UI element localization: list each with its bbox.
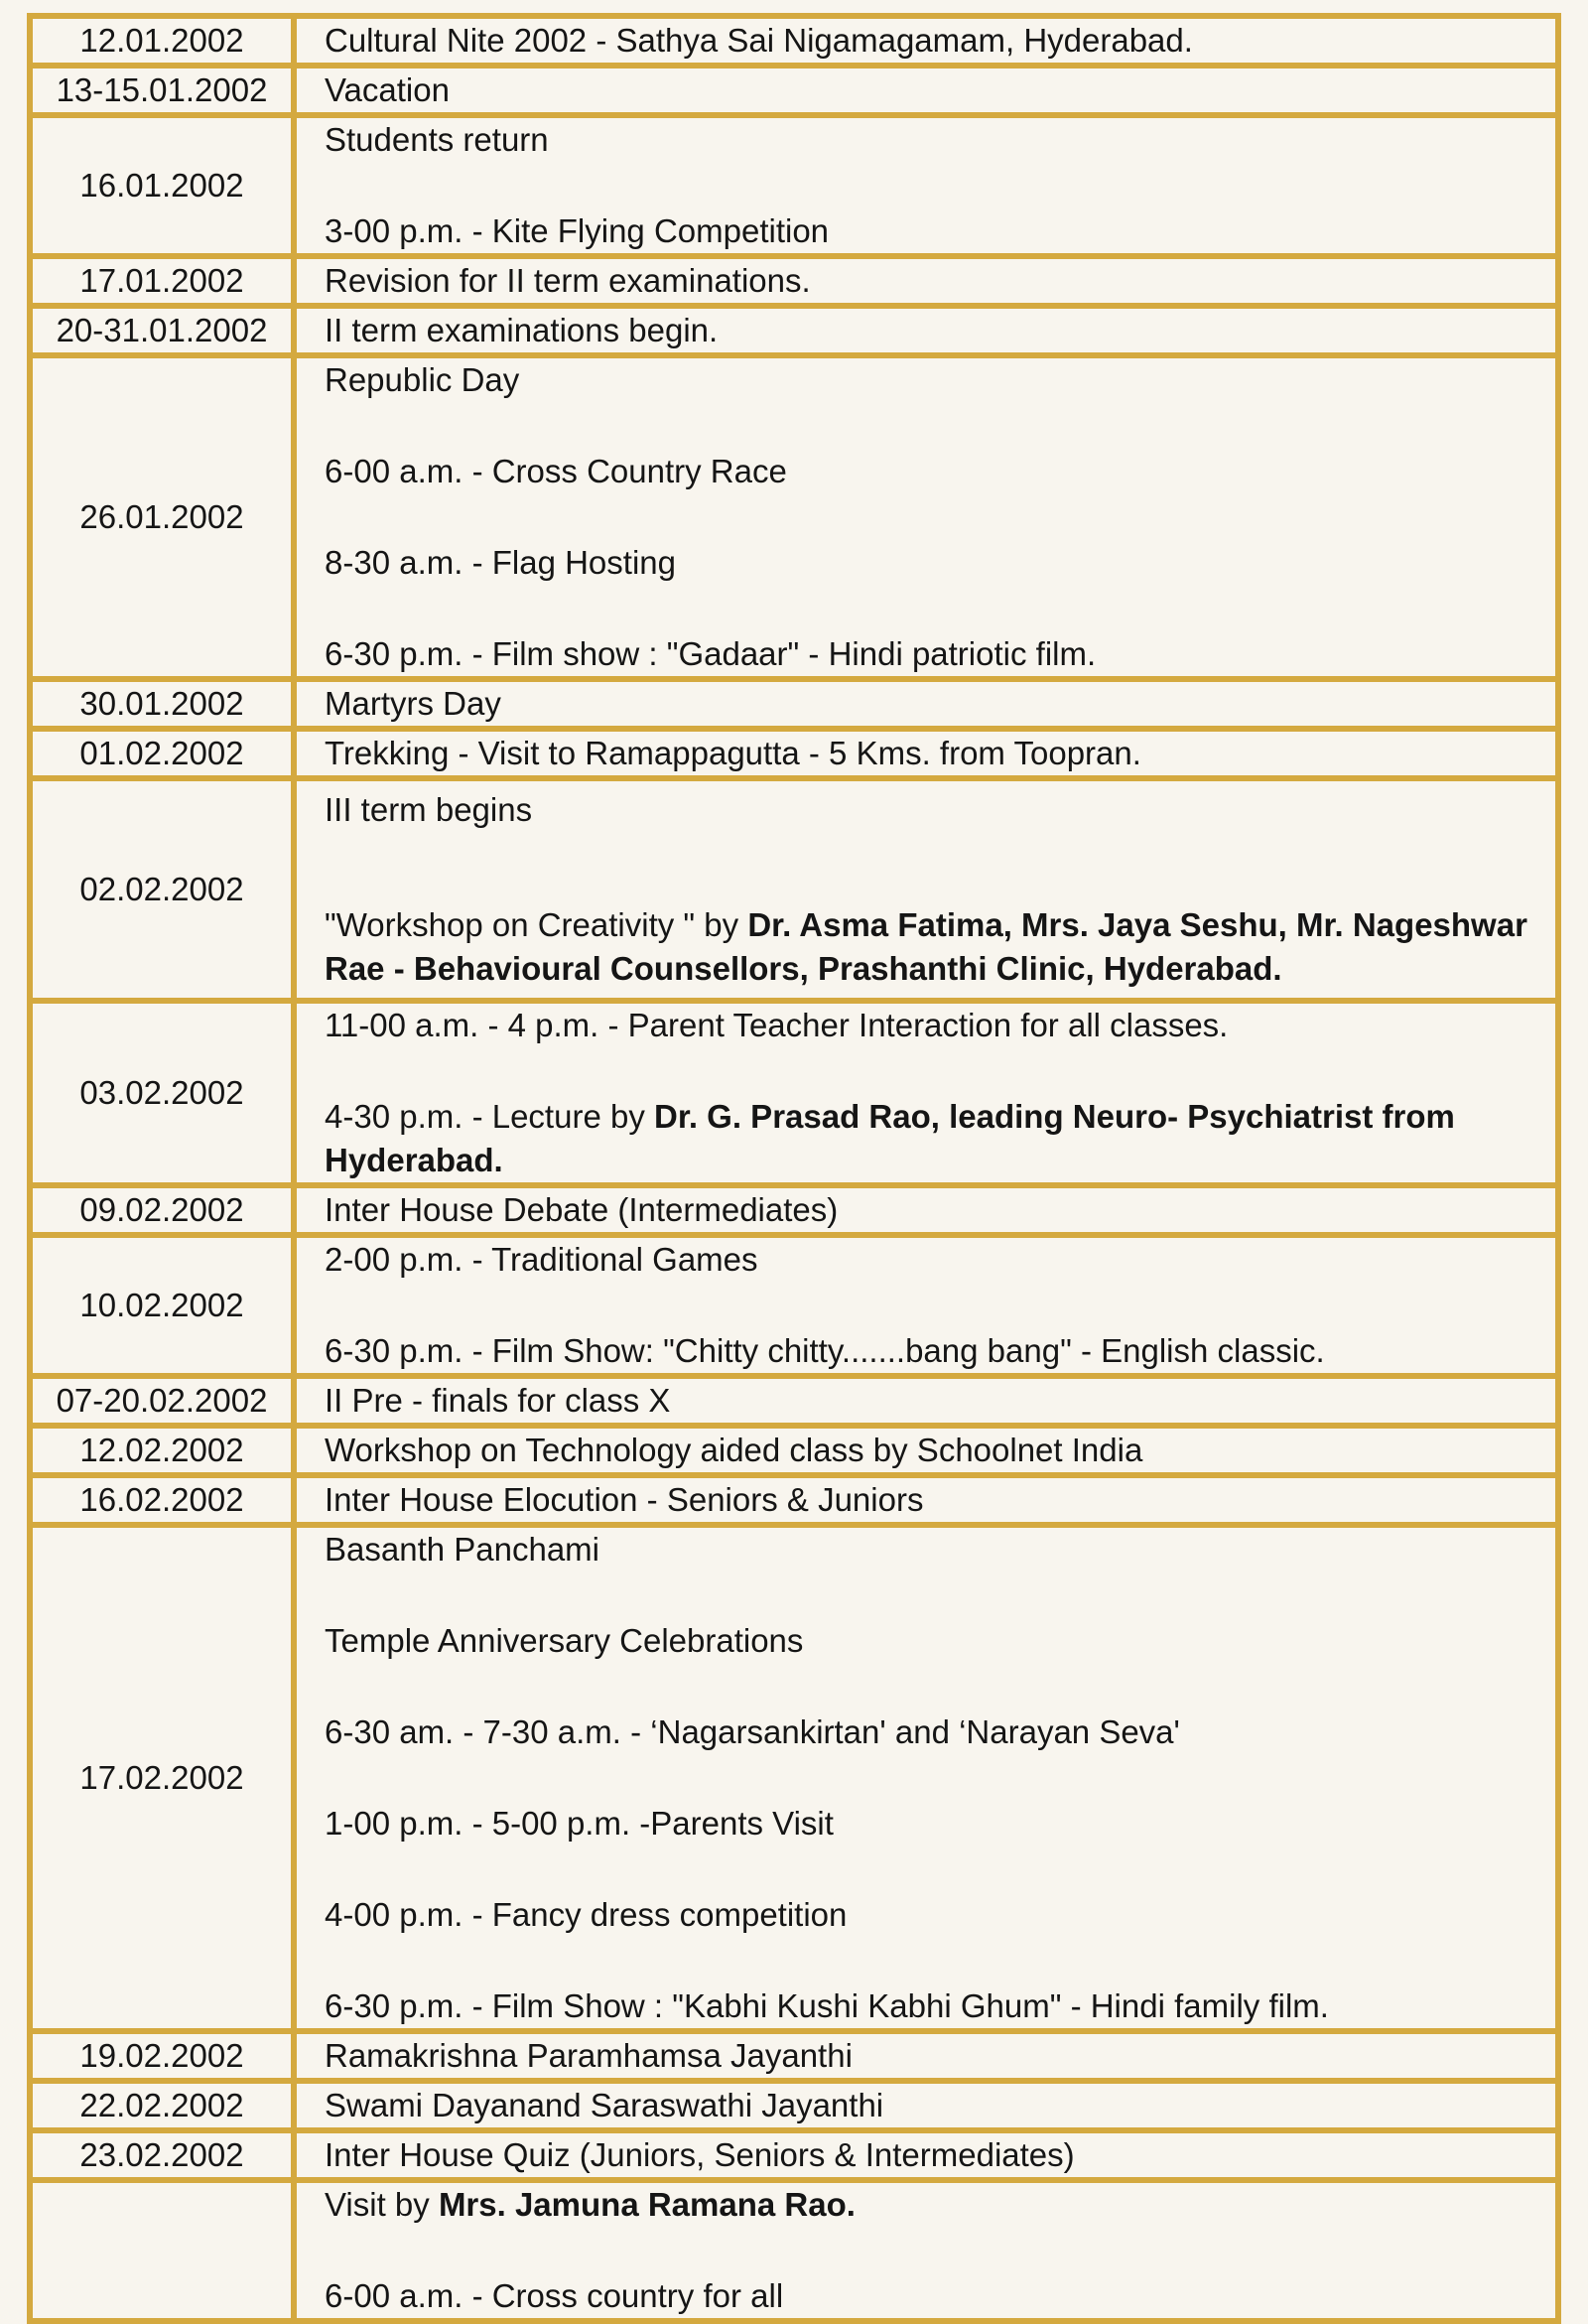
event-line: II Pre - finals for class X [325,1382,671,1419]
event-date: 16.01.2002 [30,115,294,256]
table-row [30,1185,1558,1235]
event-line: 2-00 p.m. - Traditional Games [325,1241,758,1278]
event-description [294,306,1558,355]
table-row [30,66,1558,115]
event-description [294,2081,1558,2130]
event-line: 6-00 a.m. - Cross country for all [325,2277,784,2314]
event-date: 13-15.01.2002 [30,66,294,115]
event-line: 11-00 a.m. - 4 p.m. - Parent Teacher Interaction for all classes. [325,1007,1229,1043]
table-row [30,1525,1558,2031]
table-row [30,778,1558,1001]
event-description [294,2180,1558,2321]
event-date: 09.02.2002 [30,1185,294,1235]
line-spacer [325,1572,1543,1619]
event-description [294,1001,1558,1185]
table-row [30,1426,1558,1475]
event-description [294,1235,1558,1376]
event-line: 6-30 p.m. - Film Show: "Chitty chitty.......bang bang" - English classic. [325,1332,1325,1369]
event-line: Trekking - Visit to Ramappagutta - 5 Kms. from Toopran. [325,735,1141,771]
event-line: 6-30 p.m. - Film show : "Gadaar" - Hindi patriotic film. [325,635,1097,672]
event-description [294,729,1558,778]
event-description [294,16,1558,66]
workshop-counsellors: Dr. Asma Fatima, Mrs. Jaya Seshu, Mr. Nageshwar Rae - Behavioural Counsellors, Prashanthi Clinic, Hyderabad. [325,906,1527,987]
event-line: Vacation [325,71,450,108]
event-date: 07-20.02.2002 [30,1376,294,1426]
event-description [294,1426,1558,1475]
line-spacer [325,1754,1543,1802]
lecture-prefix: 4-30 p.m. - Lecture by [325,1098,654,1135]
event-line: 3-00 p.m. - Kite Flying Competition [325,212,830,249]
event-line: 6-00 a.m. - Cross Country Race [325,453,787,489]
event-line: Ramakrishna Paramhamsa Jayanthi [325,2037,853,2074]
event-line: 6-30 am. - 7-30 a.m. - ‘Nagarsankirtan' and ‘Narayan Seva' [325,1713,1180,1750]
event-line: 8-30 a.m. - Flag Hosting [325,544,676,581]
table-row [30,306,1558,355]
event-date: 03.02.2002 [30,1001,294,1185]
event-description [294,2031,1558,2081]
event-description [294,66,1558,115]
line-spacer [325,162,1543,209]
event-date: 12.02.2002 [30,1426,294,1475]
event-date: 17.01.2002 [30,256,294,306]
visit-line [325,2183,1543,2227]
event-line: Basanth Panchami [325,1531,600,1568]
event-date: 20-31.01.2002 [30,306,294,355]
event-line: 4-00 p.m. - Fancy dress competition [325,1896,848,1933]
line-spacer [325,832,1543,903]
table-row [30,2180,1558,2321]
line-spacer [325,2227,1543,2274]
event-description [294,256,1558,306]
event-line: Inter House Quiz (Juniors, Seniors & Intermediates) [325,2136,1075,2173]
table-row [30,2130,1558,2180]
workshop-prefix: "Workshop on Creativity " by [325,906,748,943]
table-row [30,16,1558,66]
event-description [294,1185,1558,1235]
event-date: 02.02.2002 [30,778,294,1001]
table-row [30,2031,1558,2081]
event-line: Swami Dayanand Saraswathi Jayanthi [325,2087,884,2123]
line-spacer [325,1937,1543,1984]
event-line: Cultural Nite 2002 - Sathya Sai Nigamagamam, Hyderabad. [325,22,1193,59]
event-date: 17.02.2002 [30,1525,294,2031]
table-row [30,256,1558,306]
event-description [294,115,1558,256]
table-row [30,115,1558,256]
line-spacer [325,493,1543,541]
workshop-line [325,903,1543,991]
event-line: 1-00 p.m. - 5-00 p.m. -Parents Visit [325,1805,834,1842]
event-line: 6-30 p.m. - Film Show : "Kabhi Kushi Kabhi Ghum" - Hindi family film. [325,1987,1329,2024]
event-date: 22.02.2002 [30,2081,294,2130]
event-date [30,2180,294,2321]
events-schedule-table [27,13,1561,2324]
line-spacer [325,1846,1543,1893]
event-line: Students return [325,121,549,158]
table-row [30,2081,1558,2130]
line-spacer [325,402,1543,450]
event-description [294,1475,1558,1525]
table-row [30,1001,1558,1185]
event-date: 10.02.2002 [30,1235,294,1376]
table-row [30,729,1558,778]
event-line: Temple Anniversary Celebrations [325,1622,804,1659]
line-spacer [325,1047,1543,1095]
event-line: Workshop on Technology aided class by Schoolnet India [325,1432,1143,1468]
event-description [294,1376,1558,1426]
event-line: III term begins [325,791,533,828]
line-spacer [325,585,1543,632]
visitor-name: Mrs. Jamuna Ramana Rao. [438,2186,856,2223]
event-date: 30.01.2002 [30,679,294,729]
event-date: 19.02.2002 [30,2031,294,2081]
table-row [30,1475,1558,1525]
line-spacer [325,1282,1543,1329]
table-row [30,355,1558,679]
event-date: 23.02.2002 [30,2130,294,2180]
table-row [30,1235,1558,1376]
event-line: Inter House Debate (Intermediates) [325,1191,839,1228]
line-spacer [325,1663,1543,1710]
event-line: Revision for II term examinations. [325,262,811,299]
event-description [294,2130,1558,2180]
event-line: Martyrs Day [325,685,501,722]
event-line: Inter House Elocution - Seniors & Juniors [325,1481,924,1518]
event-description [294,1525,1558,2031]
event-description [294,679,1558,729]
event-description [294,778,1558,1001]
event-date: 01.02.2002 [30,729,294,778]
event-date: 26.01.2002 [30,355,294,679]
event-date: 12.01.2002 [30,16,294,66]
event-line: Republic Day [325,361,520,398]
event-description [294,355,1558,679]
event-line: II term examinations begin. [325,312,719,348]
table-row [30,679,1558,729]
table-row [30,1376,1558,1426]
lecture-line [325,1095,1543,1182]
lecture-speaker: Dr. G. Prasad Rao, leading Neuro- Psychiatrist from Hyderabad. [325,1098,1455,1178]
visit-prefix: Visit by [325,2186,439,2223]
event-date: 16.02.2002 [30,1475,294,1525]
